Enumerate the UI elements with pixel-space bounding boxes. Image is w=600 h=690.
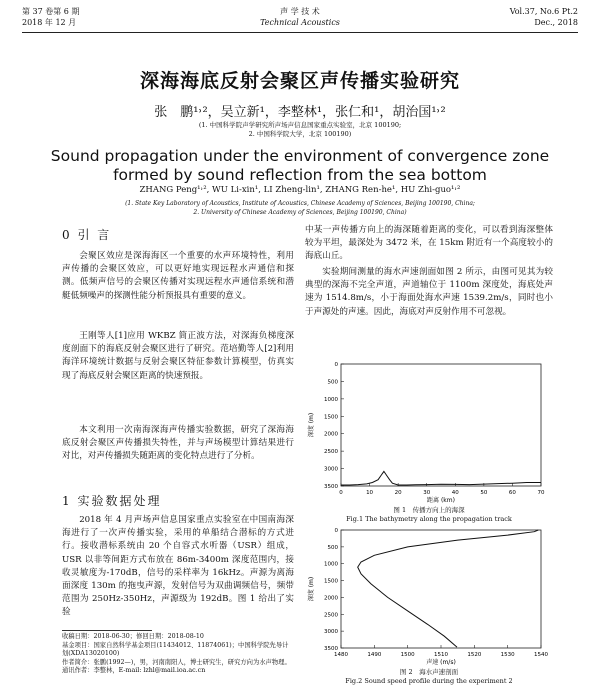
header-center (22, 6, 578, 28)
sound-speed-y-tick-label: 1500 (324, 578, 338, 585)
affiliation-cn-2: 2. 中国科学院大学，北京 100190) (248, 130, 352, 138)
affiliation-en-2: 2. University of Chinese Academy of Sciences, Beijing 100190, China) (193, 209, 407, 216)
section-1-paragraph-1: 2018 年 4 月声场声信息国家重点实验室在中国南海深海进行了一次声传播实验，采用的单船结合潜标的方式进行。接收潜标系统由 20 个自容式水听器（USR）组成，USR 以非等间距方式布放在 86m-3400m 深度范围内，接收灵敏度为-170dB，信号的采样率为 16kHz。声源为离海面深度 130m 的拖曳声源，发射信号为双曲调频信号，频带范围为 250Hz-350Hz，声源级为 192dB。图 1 给出了实验 (62, 515, 294, 618)
bathymetry-y-tick-label: 0 (334, 362, 338, 368)
footnote-received: 收稿日期：2018-06-30；修回日期：2018-08-10 (62, 633, 204, 640)
sound-speed-x-tick-label: 1500 (400, 652, 415, 658)
journal-name-en: Technical Acoustics (260, 18, 340, 27)
title-cn: 深海海底反射会聚区声传播实验研究 (139, 70, 460, 92)
right-paragraph-1: 实验期间测量的海水声速剖面如图 2 所示，由图可见其为较典型的深海不完全声道，声道轴位于 1100m 深度处，海底处声速为 1514.8m/s，小于海面处海水声速 1539.2m/s，同时也小于声源处的声速。因此，海底对声反射作用不可忽视。 (305, 267, 553, 317)
sound-speed-chart (305, 526, 553, 666)
intro-paragraph-1: 会聚区效应是深海海区一个重要的水声环境特性，利用声传播的会聚区效应，可以更好地实现远程水声通信和探测。低频声信号的会聚区传播对实现远程水声通信系统和潜艇低频噪声的探测性能分析预报具有重要的意义。 (62, 251, 294, 301)
sound-speed-y-tick-label: 3000 (324, 629, 338, 636)
header-rule (22, 32, 578, 33)
sound-speed-y-tick-label: 0 (334, 528, 338, 534)
sound-speed-y-tick-label: 2500 (324, 612, 338, 619)
sound-speed-x-tick-label: 1520 (467, 652, 482, 658)
volume-en: Vol.37, No.6 Pt.2 (509, 7, 578, 16)
sound-speed-y-tick-label: 2000 (324, 595, 338, 602)
header-right (510, 6, 578, 28)
sound-speed-x-axis-label: 声速 (m/s) (426, 659, 456, 666)
sound-speed-x-tick-label: 1480 (334, 652, 348, 658)
bathymetry-x-tick-label: 50 (480, 490, 488, 496)
running-header (22, 6, 578, 32)
sound-speed-x-tick-label: 1490 (367, 652, 382, 658)
sound-speed-y-tick-label: 3500 (324, 646, 338, 652)
bathymetry-series-line (341, 471, 541, 485)
bathymetry-y-axis-label: 深度 (m) (308, 412, 315, 438)
issue-date-en: Dec., 2018 (534, 18, 578, 27)
footnote-rule (62, 630, 152, 631)
bathymetry-y-tick-label: 500 (327, 379, 338, 386)
fig1-caption-en: Fig.1 The bathymetry along the propagation track (346, 515, 512, 523)
bathymetry-chart (305, 356, 553, 506)
authors-en: ZHANG Peng¹˒², WU Li-xin¹, LI Zheng-lin¹, ZHANG Ren-he¹, HU Zhi-guo¹˒² (139, 185, 461, 195)
section-heading-1: 1 实验数据处理 (62, 494, 162, 508)
bathymetry-x-tick-label: 70 (537, 490, 545, 496)
sound-speed-y-axis-label: 深度 (m) (308, 576, 315, 602)
footnote-corresponding: 通讯作者：李整林，E-mail: lzhl@mail.ioa.ac.cn (62, 667, 206, 675)
intro-paragraph-3: 本文利用一次南海深海声传播实验数据，研究了深海海底反射会聚区声传播损失特性，并与声场模型计算结果进行对比，对声传播损失随距离的变化特点进行了分析。 (62, 425, 294, 462)
sound-speed-x-tick-label: 1540 (534, 652, 548, 658)
sound-speed-y-tick-label: 500 (327, 544, 338, 551)
sound-speed-x-tick-label: 1530 (500, 652, 515, 658)
authors-cn: 张 鹏¹˒²，吴立新¹，李整林¹，张仁和¹，胡治国¹˒² (154, 105, 446, 120)
bathymetry-x-tick-label: 10 (366, 490, 374, 496)
bathymetry-x-axis-label: 距离 (km) (427, 497, 455, 504)
bathymetry-x-tick-label: 20 (394, 490, 402, 496)
volume-issue: 第 37 卷第 6 期 (22, 7, 80, 16)
bathymetry-x-tick-label: 60 (508, 490, 516, 496)
footnote-block (62, 633, 294, 676)
fig2-caption-cn: 图 2 海水声速剖面 (399, 668, 459, 676)
footnote-author: 作者简介：张鹏(1992—)，男，河南南阳人，博士研究生，研究方向为水声物理。 (62, 658, 291, 666)
sound-speed-y-tick-label: 1000 (324, 561, 338, 568)
bathymetry-y-tick-label: 1500 (324, 414, 338, 421)
title-en-line-1: Sound propagation under the environment of convergence zone (50, 147, 550, 165)
bathymetry-x-tick-label: 0 (339, 490, 343, 496)
title-en-line-2: formed by sound reflection from the sea bottom (113, 166, 487, 184)
affiliation-cn-1: (1. 中国科学院声学研究所声场声信息国家重点实验室，北京 100190; (198, 121, 402, 129)
intro-paragraph-2: 王刚等人[1]应用 WKBZ 简正波方法，对深海负梯度深度剖面下的海底反射会聚区进行了研究。范培勤等人[2]利用海洋环境统计数据与反射会聚区特征参数计算模型，仿真实现了海底反射会聚区距离的快速预报。 (62, 331, 294, 381)
bathymetry-y-tick-label: 2500 (324, 449, 338, 456)
section-heading-intro: 0 引 言 (62, 228, 112, 242)
bathymetry-y-tick-label: 1000 (324, 396, 338, 403)
bathymetry-y-tick-label: 3500 (324, 484, 338, 490)
sound-speed-series-line (358, 530, 539, 647)
issue-date-cn: 2018 年 12 月 (22, 18, 77, 27)
sound-speed-plot-frame (341, 530, 541, 648)
footnote-funding: 基金项目：国家自然科学基金项目(11434012、11874061)；中国科学院先导计划(XDA13020100) (62, 641, 289, 658)
bathymetry-x-tick-label: 30 (423, 490, 431, 496)
journal-name-cn: 声 学 技 术 (280, 7, 320, 16)
right-paragraph-0: 中某一声传播方向上的海深随着距离的变化，可以看到海深整体较为平坦，最深处为 3472 米，在 15km 附近有一个高度较小的海底山丘。 (305, 225, 553, 262)
bathymetry-y-tick-label: 2000 (324, 431, 338, 438)
bathymetry-plot-frame (341, 364, 541, 486)
bathymetry-x-tick-label: 40 (451, 490, 459, 496)
bathymetry-y-tick-label: 3000 (324, 466, 338, 473)
affiliation-en-1: (1. State Key Laboratory of Acoustics, Institute of Acoustics, Chinese Academy of Sciences, Beijing 100190, China; (125, 200, 475, 207)
sound-speed-x-tick-label: 1510 (434, 652, 448, 658)
fig1-caption-cn: 图 1 传播方向上的海深 (393, 506, 465, 514)
fig2-caption-en: Fig.2 Sound speed profile during the experiment 2 (345, 677, 513, 685)
